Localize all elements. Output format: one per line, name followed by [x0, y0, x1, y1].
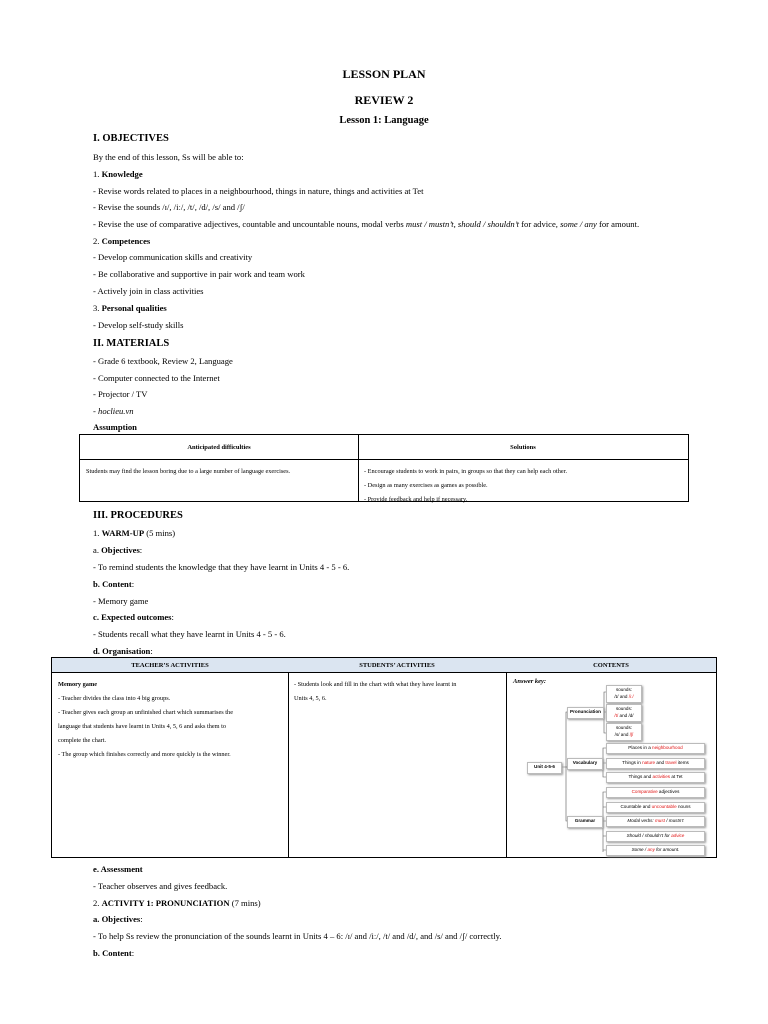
knowledge-number: 1. — [93, 169, 102, 179]
assumption-table — [79, 434, 689, 502]
mindmap-vocab-box — [606, 758, 705, 769]
vocab-text-red: travel — [665, 760, 677, 765]
material-dash: - — [93, 406, 99, 416]
teacher-column — [52, 658, 289, 857]
material-item: - Computer connected to the Internet — [93, 373, 220, 383]
knowledge-text: - Revise the use of comparative adjectives, countable and uncountable nouns, modal verbs — [93, 219, 406, 229]
qualities-label: Personal qualities — [101, 303, 167, 313]
sound-text: /s/ and — [614, 732, 630, 737]
colon: : — [150, 646, 153, 656]
grammar-text-red: Comparative — [631, 789, 658, 794]
vocab-text: at Tet — [670, 774, 683, 779]
sound-text: and /d/ — [618, 713, 634, 718]
table-header: TEACHER’S ACTIVITIES — [52, 658, 288, 673]
competences-number: 2. — [93, 236, 102, 246]
knowledge-label: Knowledge — [101, 169, 143, 179]
activity-objectives-label — [93, 914, 143, 925]
mindmap-grammar: Grammar — [567, 816, 603, 828]
solution-item: - Provide feedback and help if necessary. — [364, 496, 468, 503]
label-text: c. Expected outcomes — [93, 612, 172, 622]
page-title: LESSON PLAN — [342, 67, 426, 81]
content-text: - Memory game — [93, 596, 149, 606]
warmup-number: 1. — [93, 528, 102, 538]
colon: : — [131, 948, 135, 958]
knowledge-item: - Revise the sounds /ɪ/, /iː/, /t/, /d/, /s/ and /ʃ/ — [93, 202, 245, 212]
grammar-text: Modal verbs: — [627, 818, 655, 823]
objectives-intro: By the end of this lesson, Ss will be able to: — [93, 152, 244, 162]
mindmap-vocab-box — [606, 772, 705, 783]
answer-key-label: Answer key: — [513, 678, 547, 685]
knowledge-text: for amount. — [596, 219, 640, 229]
warmup-time: (5 mins) — [144, 528, 176, 538]
mindmap-sound-box — [606, 685, 642, 703]
vocab-text-red: activities — [652, 774, 671, 779]
grammar-text-red: advice — [671, 833, 685, 838]
warmup-label: WARM-UP — [101, 528, 145, 538]
mindmap-grammar-box — [606, 845, 705, 856]
materials-heading: II. MATERIALS — [93, 338, 170, 349]
assumption-heading: Assumption — [93, 422, 137, 432]
grammar-text-red: must — [654, 818, 665, 823]
objectives-text: - To remind students the knowledge that they have learnt in Units 4 - 5 - 6. — [93, 562, 350, 572]
students-column — [288, 658, 507, 857]
competence-item: - Develop communication skills and creativity — [93, 252, 253, 262]
knowledge-italic: must / mustn’t, should / shouldn’t — [405, 219, 520, 229]
activity-number: 2. — [93, 898, 102, 908]
grammar-text: adjectives — [657, 789, 680, 794]
sound-text: /ɪ/ and — [614, 694, 629, 699]
activity-content-label — [93, 948, 134, 959]
vocab-text: Places in a — [628, 745, 653, 750]
solution-item: - Design as many exercises as games as possible. — [364, 482, 488, 489]
sound-text-red: /ʃ/ — [629, 732, 634, 737]
mindmap-grammar-box — [606, 802, 705, 813]
vocab-text: and — [655, 760, 666, 765]
mindmap-root: Unit 4-5-6 — [527, 762, 562, 774]
knowledge-heading — [93, 169, 143, 180]
mindmap-vocabulary: Vocabulary — [567, 758, 603, 770]
qualities-number: 3. — [93, 303, 102, 313]
mindmap-vocab-box — [606, 743, 705, 754]
objectives-label — [93, 545, 142, 556]
competence-item: - Be collaborative and supportive in pair work and team work — [93, 269, 305, 279]
sound-pair — [607, 712, 641, 719]
table-cell — [358, 460, 688, 512]
label-text: b. Content — [93, 948, 132, 958]
mindmap-grammar-box — [606, 787, 705, 798]
teacher-step: - Teacher divides the class into 4 big groups. — [58, 695, 171, 702]
activity-heading — [93, 898, 261, 909]
colon: : — [131, 579, 135, 589]
mindmap-pronunciation: Pronunciation — [567, 707, 604, 719]
vocab-text: items — [676, 760, 689, 765]
procedures-heading: III. PROCEDURES — [93, 510, 183, 521]
vocab-text: Things and — [628, 774, 653, 779]
sound-label: sounds: — [615, 687, 633, 692]
table-header: CONTENTS — [506, 658, 716, 673]
activity-title: Memory game — [58, 681, 97, 688]
sound-label: sounds: — [615, 725, 633, 730]
material-item: - Projector / TV — [93, 389, 148, 399]
qualities-heading — [93, 303, 167, 314]
content-label — [93, 579, 134, 590]
grammar-text: / mustn’t — [664, 818, 684, 823]
sound-pair — [607, 731, 641, 738]
competences-heading — [93, 236, 150, 247]
grammar-text: Some / — [631, 847, 648, 852]
quality-item: - Develop self-study skills — [93, 320, 184, 330]
page-subtitle: REVIEW 2 — [354, 93, 414, 107]
mindmap-sound-box — [606, 723, 642, 741]
table-header: STUDENTS’ ACTIVITIES — [288, 658, 506, 673]
colon: : — [139, 545, 143, 555]
label-text: d. Organisation — [93, 646, 151, 656]
grammar-text: nouns — [676, 804, 691, 809]
material-item — [93, 406, 134, 417]
teacher-step: language that students have learnt in Units 4, 5, 6 and asks them to — [58, 723, 227, 730]
teacher-step: - Teacher gives each group an unfinished chart which summarises the — [58, 709, 233, 716]
vocab-text-red: nature — [642, 760, 656, 765]
grammar-text: Should / shouldn’t for — [626, 833, 672, 838]
knowledge-item: - Revise words related to places in a neighbourhood, things in nature, things and activities at Tet — [93, 186, 424, 196]
material-item: - Grade 6 textbook, Review 2, Language — [93, 356, 233, 366]
assumption-col-difficulties — [80, 435, 359, 501]
student-step: - Students look and fill in the chart with what they have learnt in — [294, 681, 457, 688]
competences-label: Competences — [101, 236, 151, 246]
lesson-title: Lesson 1: Language — [339, 115, 429, 126]
label-letter: a. — [93, 545, 102, 555]
mindmap-grammar-box — [606, 816, 705, 827]
grammar-text-red: uncountable — [651, 804, 677, 809]
vocab-text: Things in — [622, 760, 643, 765]
knowledge-item — [93, 219, 639, 230]
activity-objectives-text: - To help Ss review the pronunciation of the sounds learnt in Units 4 – 6: /ɪ/ and /iː/, /t/ and /d/, and /s/ and /ʃ/ correctly. — [93, 931, 502, 941]
assumption-col-solutions — [358, 435, 688, 501]
vocab-text-red: neighbourhood — [652, 745, 683, 750]
objectives-heading: I. OBJECTIVES — [93, 133, 169, 144]
assessment-label: e. Assessment — [93, 864, 143, 874]
label-text: b. Content — [93, 579, 132, 589]
table-cell — [288, 673, 506, 711]
table-header: Anticipated difficulties — [80, 435, 358, 460]
outcomes-text: - Students recall what they have learnt in Units 4 - 5 - 6. — [93, 629, 286, 639]
table-cell — [52, 673, 288, 767]
outcomes-label — [93, 612, 174, 623]
activity-label: ACTIVITY 1: PRONUNCIATION — [101, 898, 230, 908]
knowledge-italic: some / any — [560, 219, 597, 229]
sound-text-red: /iː/ — [628, 694, 634, 699]
table-cell: Students may find the lesson boring due to a large number of language exercises. — [86, 468, 291, 475]
activity-time: (7 mins) — [229, 898, 261, 908]
student-step: Units 4, 5, 6. — [294, 695, 327, 702]
label-text: a. Objectives — [93, 914, 141, 924]
warmup-heading — [93, 528, 175, 539]
grammar-text: Countable and — [620, 804, 652, 809]
teacher-step: - The group which finishes correctly and more quickly is the winner. — [58, 751, 231, 758]
sound-pair — [607, 693, 641, 700]
organisation-label — [93, 646, 153, 657]
mindmap-sound-box — [606, 704, 642, 722]
sound-label: sounds: — [615, 706, 633, 711]
material-website: hoclieu.vn — [98, 406, 134, 416]
mindmap-grammar-box — [606, 831, 705, 842]
teacher-step: complete the chart. — [58, 737, 107, 744]
grammar-text-red: any — [647, 847, 655, 852]
colon: : — [171, 612, 174, 622]
sound-text-red: /t/ — [614, 713, 619, 718]
grammar-text: for amount. — [654, 847, 680, 852]
assessment-text: - Teacher observes and gives feedback. — [93, 881, 228, 891]
colon: : — [140, 914, 143, 924]
table-header: Solutions — [358, 435, 688, 460]
competence-item: - Actively join in class activities — [93, 286, 204, 296]
solution-item: - Encourage students to work in pairs, in groups so that they can help each other. — [364, 468, 568, 475]
knowledge-text: for advice, — [519, 219, 561, 229]
label-text: Objectives — [101, 545, 140, 555]
